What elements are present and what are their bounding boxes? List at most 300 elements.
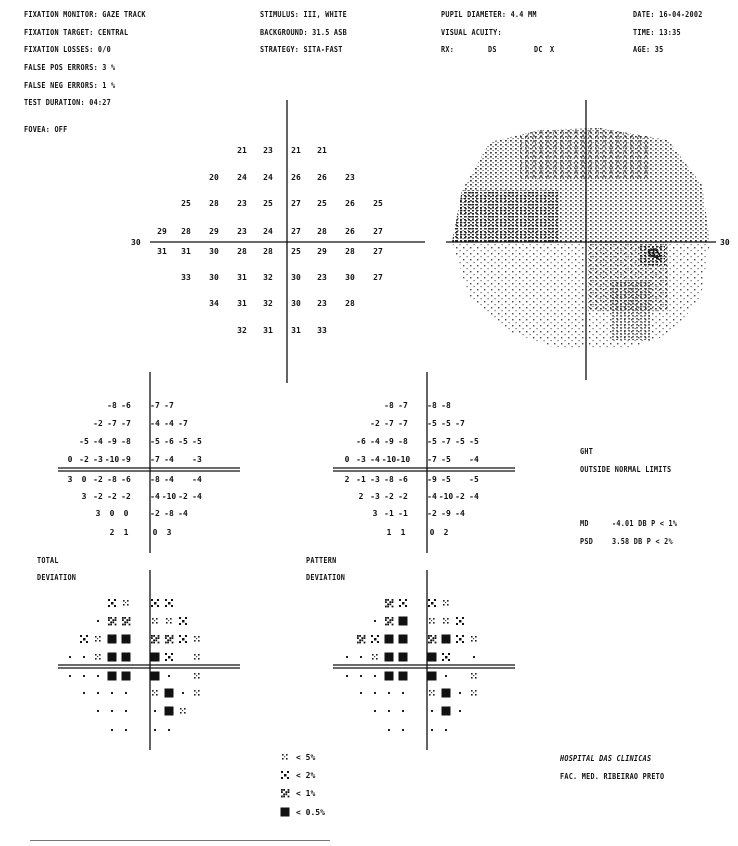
prob-symbol bbox=[473, 656, 475, 658]
prob-symbol bbox=[445, 729, 447, 731]
prob-symbol bbox=[471, 690, 477, 696]
deviation-value: -2 bbox=[79, 455, 89, 464]
deviation-value: -7 bbox=[107, 419, 117, 428]
deviation-value: -4 bbox=[370, 455, 380, 464]
threshold-value: 28 bbox=[317, 227, 327, 236]
prob-symbol bbox=[442, 689, 451, 698]
deviation-value: -9 bbox=[441, 509, 451, 518]
deviation-value: -4 bbox=[164, 419, 174, 428]
deviation-value: 0 bbox=[429, 528, 435, 537]
prob-symbol bbox=[399, 599, 407, 607]
prob-symbol bbox=[152, 690, 158, 696]
prob-symbol bbox=[108, 599, 116, 607]
deviation-value: -8 bbox=[427, 401, 437, 410]
prob-symbol bbox=[122, 635, 131, 644]
threshold-value: 29 bbox=[317, 247, 327, 256]
deviation-value: -4 bbox=[455, 509, 465, 518]
threshold-value: 21 bbox=[291, 146, 301, 155]
threshold-value: 28 bbox=[209, 199, 219, 208]
deviation-value: -8 bbox=[398, 437, 408, 446]
prob-symbol bbox=[443, 618, 449, 624]
prob-symbol bbox=[165, 707, 174, 716]
pattern-deviation-label-2: DEVIATION bbox=[306, 573, 346, 582]
deviation-value: -2 bbox=[93, 419, 103, 428]
legend-symbol-05 bbox=[281, 808, 290, 817]
threshold-value: 25 bbox=[181, 199, 191, 208]
prob-symbol bbox=[151, 599, 159, 607]
deviation-value: -8 bbox=[150, 475, 160, 484]
probability-legend bbox=[281, 753, 326, 817]
deviation-value: -10 bbox=[438, 492, 454, 501]
deviation-value: -4 bbox=[427, 492, 437, 501]
deviation-value: -7 bbox=[441, 437, 451, 446]
threshold-value: 27 bbox=[373, 247, 383, 256]
threshold-value: 26 bbox=[291, 173, 301, 182]
prob-symbol bbox=[122, 617, 130, 625]
threshold-value: 31 bbox=[237, 299, 247, 308]
deviation-value: -7 bbox=[455, 419, 465, 428]
threshold-value: 27 bbox=[291, 227, 301, 236]
prob-symbol bbox=[108, 617, 116, 625]
deviation-value: -4 bbox=[469, 492, 479, 501]
threshold-value: 27 bbox=[291, 199, 301, 208]
deviation-value: -3 bbox=[370, 492, 380, 501]
deviation-value: 2 bbox=[109, 528, 115, 537]
deviation-value: -7 bbox=[150, 455, 160, 464]
prob-symbol bbox=[431, 710, 433, 712]
test-duration: TEST DURATION: 04:27 bbox=[24, 98, 111, 107]
threshold-value: 28 bbox=[345, 299, 355, 308]
ght-result: OUTSIDE NORMAL LIMITS bbox=[580, 465, 672, 474]
deviation-value: 1 bbox=[386, 528, 392, 537]
deviation-value: -2 bbox=[178, 492, 188, 501]
psd-value: 3.58 DB P < 2% bbox=[612, 537, 673, 546]
deviation-value: -9 bbox=[107, 437, 117, 446]
deviation-value: -4 bbox=[164, 475, 174, 484]
deviation-value: 0 bbox=[109, 509, 115, 518]
threshold-value: 21 bbox=[237, 146, 247, 155]
deviation-value: -8 bbox=[384, 401, 394, 410]
threshold-value: 30 bbox=[291, 299, 301, 308]
deviation-value: -2 bbox=[384, 492, 394, 501]
prob-symbol bbox=[194, 690, 200, 696]
deviation-value: -5 bbox=[469, 475, 479, 484]
deviation-value: -2 bbox=[427, 509, 437, 518]
prob-symbol bbox=[83, 656, 85, 658]
deviation-value: 1 bbox=[123, 528, 129, 537]
deviation-value: -2 bbox=[93, 475, 103, 484]
prob-symbol bbox=[456, 635, 464, 643]
threshold-value: 23 bbox=[237, 199, 247, 208]
prob-symbol bbox=[346, 675, 348, 677]
prob-symbol bbox=[428, 672, 437, 681]
threshold-value: 29 bbox=[209, 227, 219, 236]
threshold-value: 26 bbox=[317, 173, 327, 182]
prob-symbol bbox=[151, 672, 160, 681]
deviation-value: -2 bbox=[398, 492, 408, 501]
false-pos-errors: FALSE POS ERRORS: 3 % bbox=[24, 63, 116, 72]
deviation-value: 2 bbox=[443, 528, 449, 537]
deviation-value: -6 bbox=[356, 437, 366, 446]
deviation-value: -3 bbox=[370, 475, 380, 484]
prob-symbol bbox=[154, 729, 156, 731]
prob-symbol bbox=[97, 710, 99, 712]
threshold-plot bbox=[131, 100, 425, 383]
prob-symbol bbox=[402, 710, 404, 712]
deviation-value: -8 bbox=[384, 475, 394, 484]
threshold-value: 25 bbox=[317, 199, 327, 208]
legend-text-05: < 0.5% bbox=[296, 808, 325, 817]
prob-symbol bbox=[151, 653, 160, 662]
threshold-value: 28 bbox=[181, 227, 191, 236]
ght-label: GHT bbox=[580, 447, 594, 456]
deviation-value: -5 bbox=[178, 437, 188, 446]
threshold-value: 28 bbox=[345, 247, 355, 256]
prob-symbol bbox=[182, 692, 184, 694]
deviation-value: -9 bbox=[427, 475, 437, 484]
deviation-value: -5 bbox=[441, 455, 451, 464]
threshold-value: 27 bbox=[373, 227, 383, 236]
prob-symbol bbox=[97, 692, 99, 694]
prob-symbol bbox=[388, 692, 390, 694]
threshold-value: 23 bbox=[237, 227, 247, 236]
deviation-value: 3 bbox=[81, 492, 87, 501]
legend-symbol-2 bbox=[281, 771, 289, 779]
threshold-value: 32 bbox=[263, 299, 273, 308]
prob-symbol bbox=[399, 653, 408, 662]
prob-symbol bbox=[122, 672, 131, 681]
prob-symbol bbox=[388, 710, 390, 712]
deviation-value: -1 bbox=[398, 509, 408, 518]
prob-symbol bbox=[165, 599, 173, 607]
faculty-name: FAC. MED. RIBEIRAO PRETO bbox=[560, 772, 665, 781]
deviation-value: -5 bbox=[455, 437, 465, 446]
prob-symbol bbox=[428, 599, 436, 607]
threshold-value: 27 bbox=[373, 273, 383, 282]
prob-symbol bbox=[194, 654, 200, 660]
deviation-value: 3 bbox=[372, 509, 378, 518]
deviation-value: -2 bbox=[121, 492, 131, 501]
threshold-value: 31 bbox=[237, 273, 247, 282]
deviation-value: -2 bbox=[93, 492, 103, 501]
deviation-value: 2 bbox=[358, 492, 364, 501]
fixation-losses: FIXATION LOSSES: 0/0 bbox=[24, 45, 111, 54]
prob-symbol bbox=[80, 635, 88, 643]
deviation-value: -3 bbox=[93, 455, 103, 464]
prob-symbol bbox=[360, 675, 362, 677]
pattern-deviation-label-1: PATTERN bbox=[306, 556, 337, 565]
prob-symbol bbox=[385, 599, 393, 607]
psd-label: PSD bbox=[580, 537, 594, 546]
threshold-value: 21 bbox=[317, 146, 327, 155]
deviation-value: 2 bbox=[344, 475, 350, 484]
threshold-value: 32 bbox=[263, 273, 273, 282]
threshold-value: 23 bbox=[263, 146, 273, 155]
rx-x: X bbox=[550, 45, 555, 54]
prob-symbol bbox=[111, 729, 113, 731]
prob-symbol bbox=[108, 635, 117, 644]
prob-symbol bbox=[459, 692, 461, 694]
deviation-value: -10 bbox=[381, 455, 397, 464]
prob-symbol bbox=[385, 672, 394, 681]
prob-symbol bbox=[165, 689, 174, 698]
prob-symbol bbox=[108, 653, 117, 662]
prob-symbol bbox=[194, 636, 200, 642]
prob-symbol bbox=[388, 729, 390, 731]
prob-symbol bbox=[374, 692, 376, 694]
deviation-value: -5 bbox=[79, 437, 89, 446]
prob-symbol bbox=[428, 653, 437, 662]
rx-label: RX: bbox=[441, 45, 455, 54]
deviation-value: -7 bbox=[150, 401, 160, 410]
prob-symbol bbox=[95, 654, 101, 660]
deviation-value: -5 bbox=[441, 475, 451, 484]
deviation-value: 0 bbox=[344, 455, 350, 464]
prob-symbol bbox=[443, 600, 449, 606]
prob-symbol bbox=[123, 600, 129, 606]
deviation-value: -10 bbox=[395, 455, 411, 464]
deviation-value: -7 bbox=[164, 401, 174, 410]
deviation-value: -4 bbox=[469, 455, 479, 464]
threshold-value: 30 bbox=[345, 273, 355, 282]
threshold-value: 25 bbox=[263, 199, 273, 208]
deviation-value: -7 bbox=[398, 401, 408, 410]
total-deviation-prob-plot bbox=[58, 570, 240, 750]
threshold-value: 29 bbox=[157, 227, 167, 236]
deviation-value: -3 bbox=[356, 455, 366, 464]
fovea: FOVEA: OFF bbox=[24, 125, 68, 134]
prob-symbol bbox=[374, 675, 376, 677]
deviation-value: -2 bbox=[370, 419, 380, 428]
prob-symbol bbox=[165, 653, 173, 661]
deviation-value: -4 bbox=[150, 492, 160, 501]
greyscale-axis-label-right: 30 bbox=[720, 238, 730, 247]
prob-symbol bbox=[111, 692, 113, 694]
deviation-value: 3 bbox=[166, 528, 172, 537]
prob-symbol bbox=[125, 710, 127, 712]
visual-acuity: VISUAL ACUITY: bbox=[441, 28, 502, 37]
deviation-value: -8 bbox=[164, 509, 174, 518]
prob-symbol bbox=[431, 729, 433, 731]
deviation-value: -6 bbox=[398, 475, 408, 484]
prob-symbol bbox=[125, 692, 127, 694]
deviation-value: -7 bbox=[384, 419, 394, 428]
deviation-value: -4 bbox=[192, 475, 202, 484]
threshold-value: 26 bbox=[345, 199, 355, 208]
deviation-value: -4 bbox=[178, 509, 188, 518]
threshold-value: 26 bbox=[345, 227, 355, 236]
legend-text-2: < 2% bbox=[296, 771, 316, 780]
deviation-value: -4 bbox=[164, 455, 174, 464]
prob-symbol bbox=[166, 618, 172, 624]
deviation-value: -6 bbox=[121, 475, 131, 484]
prob-symbol bbox=[371, 635, 379, 643]
deviation-value: -2 bbox=[455, 492, 465, 501]
prob-symbol bbox=[360, 692, 362, 694]
threshold-value: 25 bbox=[291, 247, 301, 256]
legend-text-1: < 1% bbox=[296, 789, 316, 798]
deviation-value: -5 bbox=[192, 437, 202, 446]
threshold-value: 28 bbox=[263, 247, 273, 256]
prob-symbol bbox=[385, 617, 393, 625]
prob-symbol bbox=[385, 635, 394, 644]
threshold-value: 28 bbox=[237, 247, 247, 256]
prob-symbol bbox=[152, 618, 158, 624]
deviation-value: -8 bbox=[121, 437, 131, 446]
prob-symbol bbox=[180, 708, 186, 714]
patient-age: AGE: 35 bbox=[633, 45, 664, 54]
threshold-value: 24 bbox=[263, 227, 273, 236]
threshold-value: 31 bbox=[181, 247, 191, 256]
prob-symbol bbox=[428, 635, 436, 643]
threshold-value: 23 bbox=[317, 299, 327, 308]
prob-symbol bbox=[429, 618, 435, 624]
deviation-value: -3 bbox=[192, 455, 202, 464]
prob-symbol bbox=[399, 672, 408, 681]
deviation-value: -5 bbox=[150, 437, 160, 446]
prob-symbol bbox=[459, 710, 461, 712]
threshold-value: 34 bbox=[209, 299, 219, 308]
deviation-value: -10 bbox=[104, 455, 120, 464]
threshold-value: 31 bbox=[263, 326, 273, 335]
deviation-value: 3 bbox=[67, 475, 73, 484]
stimulus: STIMULUS: III, WHITE bbox=[260, 10, 347, 19]
test-date: DATE: 16-04-2002 bbox=[633, 10, 703, 19]
prob-symbol bbox=[445, 675, 447, 677]
prob-symbol bbox=[360, 656, 362, 658]
deviation-value: -5 bbox=[427, 419, 437, 428]
threshold-value: 30 bbox=[209, 247, 219, 256]
total-deviation-label-2: DEVIATION bbox=[37, 573, 77, 582]
prob-symbol bbox=[165, 635, 173, 643]
deviation-value: 0 bbox=[123, 509, 129, 518]
prob-symbol bbox=[385, 653, 394, 662]
threshold-value: 30 bbox=[291, 273, 301, 282]
legend-symbol-1 bbox=[281, 789, 289, 797]
prob-symbol bbox=[374, 620, 376, 622]
prob-symbol bbox=[111, 710, 113, 712]
threshold-value: 31 bbox=[157, 247, 167, 256]
prob-symbol bbox=[374, 710, 376, 712]
false-neg-errors: FALSE NEG ERRORS: 1 % bbox=[24, 81, 116, 90]
prob-symbol bbox=[179, 617, 187, 625]
threshold-value: 31 bbox=[291, 326, 301, 335]
deviation-value: 3 bbox=[95, 509, 101, 518]
prob-symbol bbox=[442, 707, 451, 716]
deviation-value: -9 bbox=[384, 437, 394, 446]
prob-symbol bbox=[456, 617, 464, 625]
deviation-value: -7 bbox=[427, 455, 437, 464]
prob-symbol bbox=[151, 635, 159, 643]
total-deviation-label-1: TOTAL bbox=[37, 556, 59, 565]
prob-symbol bbox=[83, 692, 85, 694]
threshold-value: 33 bbox=[317, 326, 327, 335]
deviation-value: -9 bbox=[121, 455, 131, 464]
prob-symbol bbox=[402, 729, 404, 731]
fixation-target: FIXATION TARGET: CENTRAL bbox=[24, 28, 129, 37]
prob-symbol bbox=[346, 656, 348, 658]
prob-symbol bbox=[399, 635, 408, 644]
deviation-value: -4 bbox=[370, 437, 380, 446]
deviation-value: -4 bbox=[192, 492, 202, 501]
prob-symbol bbox=[194, 673, 200, 679]
deviation-value: 0 bbox=[67, 455, 73, 464]
prob-symbol bbox=[168, 675, 170, 677]
prob-symbol bbox=[357, 635, 365, 643]
threshold-value: 30 bbox=[209, 273, 219, 282]
fixation-monitor: FIXATION MONITOR: GAZE TRACK bbox=[24, 10, 146, 19]
deviation-value: -1 bbox=[384, 509, 394, 518]
deviation-value: -7 bbox=[178, 419, 188, 428]
deviation-value: -2 bbox=[107, 492, 117, 501]
prob-symbol bbox=[372, 654, 378, 660]
deviation-value: 1 bbox=[400, 528, 406, 537]
prob-symbol bbox=[97, 620, 99, 622]
prob-symbol bbox=[154, 710, 156, 712]
deviation-value: -5 bbox=[441, 419, 451, 428]
prob-symbol bbox=[168, 729, 170, 731]
hospital-name: HOSPITAL DAS CLINICAS bbox=[560, 754, 652, 763]
threshold-value: 33 bbox=[181, 273, 191, 282]
prob-symbol bbox=[97, 675, 99, 677]
deviation-value: -4 bbox=[93, 437, 103, 446]
legend-symbol-5 bbox=[282, 754, 288, 760]
prob-symbol bbox=[429, 690, 435, 696]
threshold-value: 24 bbox=[263, 173, 273, 182]
deviation-value: -2 bbox=[150, 509, 160, 518]
deviation-value: 0 bbox=[81, 475, 87, 484]
deviation-value: -6 bbox=[121, 401, 131, 410]
prob-symbol bbox=[95, 636, 101, 642]
deviation-value: -6 bbox=[164, 437, 174, 446]
threshold-value: 25 bbox=[373, 199, 383, 208]
deviation-value: -8 bbox=[107, 475, 117, 484]
deviation-value: -7 bbox=[398, 419, 408, 428]
pupil-diameter: PUPIL DIAMETER: 4.4 MM bbox=[441, 10, 537, 19]
deviation-value: -5 bbox=[469, 437, 479, 446]
test-time: TIME: 13:35 bbox=[633, 28, 681, 37]
prob-symbol bbox=[402, 692, 404, 694]
threshold-value: 23 bbox=[317, 273, 327, 282]
threshold-value: 32 bbox=[237, 326, 247, 335]
prob-symbol bbox=[442, 635, 451, 644]
threshold-value: 24 bbox=[237, 173, 247, 182]
deviation-value: -8 bbox=[107, 401, 117, 410]
threshold-value: 20 bbox=[209, 173, 219, 182]
prob-symbol bbox=[179, 635, 187, 643]
total-deviation-values-plot bbox=[58, 372, 240, 553]
prob-symbol bbox=[125, 729, 127, 731]
threshold-value: 23 bbox=[345, 173, 355, 182]
strategy: STRATEGY: SITA-FAST bbox=[260, 45, 343, 54]
deviation-value: -10 bbox=[161, 492, 177, 501]
prob-symbol bbox=[471, 636, 477, 642]
prob-symbol bbox=[69, 675, 71, 677]
rx-dc: DC bbox=[534, 45, 543, 54]
deviation-value: -8 bbox=[441, 401, 451, 410]
threshold-axis-label-left: 30 bbox=[131, 238, 141, 247]
prob-symbol bbox=[69, 656, 71, 658]
prob-symbol bbox=[442, 653, 450, 661]
pattern-deviation-prob-plot bbox=[333, 570, 515, 750]
greyscale-plot bbox=[440, 100, 730, 380]
background: BACKGROUND: 31.5 ASB bbox=[260, 28, 347, 37]
prob-symbol bbox=[83, 675, 85, 677]
prob-symbol bbox=[122, 653, 131, 662]
deviation-value: -1 bbox=[356, 475, 366, 484]
md-label: MD bbox=[580, 519, 589, 528]
legend-text-5: < 5% bbox=[296, 753, 316, 762]
